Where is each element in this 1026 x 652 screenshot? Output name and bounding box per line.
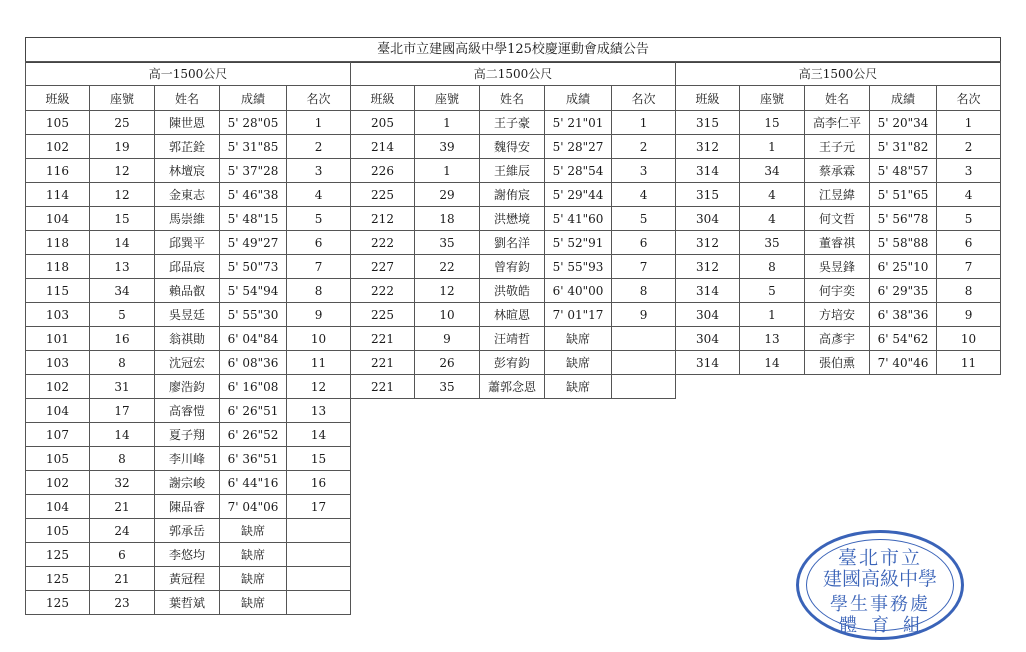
cell-time: 缺席 — [220, 519, 287, 543]
cell-seat: 14 — [90, 231, 155, 255]
cell-rank: 9 — [612, 303, 676, 327]
cell-seat: 17 — [90, 399, 155, 423]
cell-rank: 9 — [937, 303, 1001, 327]
table-row — [351, 327, 676, 351]
cell-time: 5' 54"94 — [220, 279, 287, 303]
cell-name: 汪靖哲 — [480, 327, 545, 351]
cell-class: 114 — [26, 183, 90, 207]
table-row — [351, 351, 676, 375]
cell-time: 缺席 — [220, 591, 287, 615]
cell-rank: 7 — [937, 255, 1001, 279]
table-row — [351, 183, 676, 207]
table-row — [676, 135, 1001, 159]
table-row — [26, 351, 351, 375]
cell-seat: 24 — [90, 519, 155, 543]
cell-name: 夏子翔 — [155, 423, 220, 447]
cell-rank: 8 — [937, 279, 1001, 303]
column-header-row — [351, 86, 676, 111]
cell-time: 6' 26"51 — [220, 399, 287, 423]
cell-name: 蕭郭念恩 — [480, 375, 545, 399]
cell-seat: 14 — [740, 351, 805, 375]
cell-name: 沈冠宏 — [155, 351, 220, 375]
office-seal-stamp — [796, 530, 964, 640]
cell-time: 6' 40"00 — [545, 279, 612, 303]
cell-class: 104 — [26, 399, 90, 423]
cell-time: 6' 04"84 — [220, 327, 287, 351]
table-row — [26, 375, 351, 399]
cell-class: 107 — [26, 423, 90, 447]
cell-seat: 25 — [90, 111, 155, 135]
cell-class: 105 — [26, 519, 90, 543]
table-row — [676, 327, 1001, 351]
table-row — [351, 111, 676, 135]
cell-seat: 4 — [740, 207, 805, 231]
cell-time: 5' 48"57 — [870, 159, 937, 183]
col-class: 班級 — [351, 86, 415, 111]
col-time: 成績 — [870, 86, 937, 111]
table-row — [351, 255, 676, 279]
cell-seat: 5 — [90, 303, 155, 327]
cell-name: 洪敬皓 — [480, 279, 545, 303]
cell-name: 金東志 — [155, 183, 220, 207]
results-notice — [25, 37, 1001, 63]
cell-name: 張伯熏 — [805, 351, 870, 375]
cell-seat: 1 — [415, 159, 480, 183]
cell-name: 林壇宸 — [155, 159, 220, 183]
results-table — [25, 61, 351, 615]
cell-rank: 6 — [937, 231, 1001, 255]
cell-rank: 2 — [287, 135, 351, 159]
cell-time: 5' 49"27 — [220, 231, 287, 255]
cell-class: 304 — [676, 327, 740, 351]
table-row — [676, 255, 1001, 279]
cell-class: 315 — [676, 183, 740, 207]
cell-seat: 21 — [90, 567, 155, 591]
cell-seat: 35 — [415, 231, 480, 255]
cell-class: 102 — [26, 135, 90, 159]
cell-rank: 13 — [287, 399, 351, 423]
cell-name: 郭承岳 — [155, 519, 220, 543]
cell-name: 何宇奕 — [805, 279, 870, 303]
cell-seat: 34 — [90, 279, 155, 303]
table-row — [26, 303, 351, 327]
cell-time: 5' 31"85 — [220, 135, 287, 159]
cell-name: 王子豪 — [480, 111, 545, 135]
cell-name: 吳昱廷 — [155, 303, 220, 327]
cell-rank: 4 — [287, 183, 351, 207]
cell-seat: 6 — [90, 543, 155, 567]
cell-seat: 12 — [90, 159, 155, 183]
cell-rank: 14 — [287, 423, 351, 447]
table-row — [26, 471, 351, 495]
cell-name: 葉哲斌 — [155, 591, 220, 615]
cell-seat: 21 — [90, 495, 155, 519]
cell-time: 7' 04"06 — [220, 495, 287, 519]
col-seat: 座號 — [415, 86, 480, 111]
cell-time: 6' 54"62 — [870, 327, 937, 351]
seal-line-2: 建國高級中學 — [822, 568, 937, 590]
cell-class: 115 — [26, 279, 90, 303]
cell-time: 缺席 — [545, 375, 612, 399]
cell-seat: 22 — [415, 255, 480, 279]
table-row — [26, 111, 351, 135]
cell-time: 5' 56"78 — [870, 207, 937, 231]
cell-name: 謝宗峻 — [155, 471, 220, 495]
cell-seat: 5 — [740, 279, 805, 303]
cell-name: 高睿愷 — [155, 399, 220, 423]
cell-seat: 1 — [740, 135, 805, 159]
cell-rank: 8 — [287, 279, 351, 303]
cell-class: 104 — [26, 207, 90, 231]
table-row — [351, 279, 676, 303]
cell-class: 105 — [26, 111, 90, 135]
cell-name: 曾宥鈞 — [480, 255, 545, 279]
cell-class: 227 — [351, 255, 415, 279]
cell-time: 5' 29"44 — [545, 183, 612, 207]
cell-name: 魏得安 — [480, 135, 545, 159]
cell-time: 缺席 — [545, 327, 612, 351]
cell-class: 312 — [676, 231, 740, 255]
cell-rank: 16 — [287, 471, 351, 495]
cell-class: 125 — [26, 567, 90, 591]
table-row — [26, 207, 351, 231]
table-row — [676, 159, 1001, 183]
table-row — [26, 591, 351, 615]
cell-rank: 7 — [612, 255, 676, 279]
section-grade-3 — [675, 61, 1001, 375]
cell-name: 劉名洋 — [480, 231, 545, 255]
table-row — [676, 351, 1001, 375]
cell-seat: 26 — [415, 351, 480, 375]
cell-class: 104 — [26, 495, 90, 519]
cell-class: 205 — [351, 111, 415, 135]
cell-class: 304 — [676, 207, 740, 231]
cell-seat: 32 — [90, 471, 155, 495]
cell-name: 邱巽平 — [155, 231, 220, 255]
cell-rank: 5 — [287, 207, 351, 231]
cell-name: 黃冠程 — [155, 567, 220, 591]
cell-rank: 7 — [287, 255, 351, 279]
section-grade-1 — [25, 61, 351, 615]
seal-line-1: 臺北市立 — [837, 547, 922, 569]
cell-time: 6' 44"16 — [220, 471, 287, 495]
cell-rank: 4 — [612, 183, 676, 207]
col-seat: 座號 — [740, 86, 805, 111]
cell-class: 101 — [26, 327, 90, 351]
seal-line-4: 體育組 — [839, 615, 935, 636]
cell-name: 廖浩鈞 — [155, 375, 220, 399]
table-row — [26, 519, 351, 543]
cell-seat: 10 — [415, 303, 480, 327]
cell-rank: 6 — [612, 231, 676, 255]
cell-class: 102 — [26, 471, 90, 495]
cell-rank: 2 — [612, 135, 676, 159]
table-row — [351, 207, 676, 231]
col-time: 成績 — [545, 86, 612, 111]
column-header-row — [26, 86, 351, 111]
cell-seat: 31 — [90, 375, 155, 399]
cell-rank: 4 — [937, 183, 1001, 207]
cell-seat: 39 — [415, 135, 480, 159]
cell-name: 郭芷銓 — [155, 135, 220, 159]
col-rank: 名次 — [937, 86, 1001, 111]
col-rank: 名次 — [612, 86, 676, 111]
cell-time: 7' 01"17 — [545, 303, 612, 327]
cell-rank: 6 — [287, 231, 351, 255]
table-row — [26, 423, 351, 447]
cell-time: 缺席 — [220, 543, 287, 567]
cell-seat: 13 — [740, 327, 805, 351]
cell-class: 225 — [351, 303, 415, 327]
cell-time: 缺席 — [220, 567, 287, 591]
cell-time: 7' 40"46 — [870, 351, 937, 375]
cell-seat: 34 — [740, 159, 805, 183]
cell-rank: 1 — [937, 111, 1001, 135]
cell-class: 225 — [351, 183, 415, 207]
table-row — [676, 303, 1001, 327]
cell-time: 5' 31"82 — [870, 135, 937, 159]
col-class: 班級 — [676, 86, 740, 111]
cell-class: 221 — [351, 351, 415, 375]
table-row — [351, 135, 676, 159]
cell-class: 226 — [351, 159, 415, 183]
cell-seat: 18 — [415, 207, 480, 231]
cell-time: 6' 36"51 — [220, 447, 287, 471]
cell-rank: 3 — [937, 159, 1001, 183]
cell-rank: 5 — [937, 207, 1001, 231]
cell-rank: 2 — [937, 135, 1001, 159]
cell-class: 314 — [676, 159, 740, 183]
col-time: 成績 — [220, 86, 287, 111]
results-table — [675, 61, 1001, 375]
table-row — [26, 399, 351, 423]
cell-class: 118 — [26, 231, 90, 255]
cell-name: 李川峰 — [155, 447, 220, 471]
cell-name: 謝侑宸 — [480, 183, 545, 207]
table-row — [26, 543, 351, 567]
cell-time: 5' 48"15 — [220, 207, 287, 231]
cell-class: 125 — [26, 543, 90, 567]
cell-class: 222 — [351, 231, 415, 255]
cell-name: 高李仁平 — [805, 111, 870, 135]
cell-time: 5' 50"73 — [220, 255, 287, 279]
col-name: 姓名 — [805, 86, 870, 111]
cell-rank: 10 — [937, 327, 1001, 351]
col-seat: 座號 — [90, 86, 155, 111]
cell-time: 5' 28"05 — [220, 111, 287, 135]
cell-seat: 15 — [740, 111, 805, 135]
cell-rank: 3 — [612, 159, 676, 183]
cell-rank — [612, 351, 676, 375]
cell-seat: 8 — [90, 351, 155, 375]
cell-seat: 8 — [740, 255, 805, 279]
cell-rank — [287, 567, 351, 591]
cell-name: 王維辰 — [480, 159, 545, 183]
cell-name: 洪懋境 — [480, 207, 545, 231]
results-table — [350, 61, 676, 399]
cell-time: 5' 20"34 — [870, 111, 937, 135]
cell-name: 陳品睿 — [155, 495, 220, 519]
cell-rank: 12 — [287, 375, 351, 399]
cell-name: 陳世恩 — [155, 111, 220, 135]
cell-seat: 35 — [415, 375, 480, 399]
table-row — [26, 567, 351, 591]
cell-name: 馬崇維 — [155, 207, 220, 231]
cell-time: 6' 16"08 — [220, 375, 287, 399]
cell-rank — [287, 519, 351, 543]
cell-class: 103 — [26, 351, 90, 375]
cell-name: 彭宥鈞 — [480, 351, 545, 375]
table-row — [676, 231, 1001, 255]
cell-rank: 17 — [287, 495, 351, 519]
cell-seat: 1 — [740, 303, 805, 327]
col-name: 姓名 — [155, 86, 220, 111]
cell-class: 314 — [676, 279, 740, 303]
cell-rank: 15 — [287, 447, 351, 471]
cell-time: 5' 52"91 — [545, 231, 612, 255]
cell-rank — [287, 543, 351, 567]
cell-seat: 14 — [90, 423, 155, 447]
cell-time: 缺席 — [545, 351, 612, 375]
table-row — [351, 159, 676, 183]
cell-time: 6' 29"35 — [870, 279, 937, 303]
section-grade-2 — [350, 61, 676, 399]
cell-rank — [612, 375, 676, 399]
cell-time: 6' 08"36 — [220, 351, 287, 375]
table-row — [351, 231, 676, 255]
cell-rank: 8 — [612, 279, 676, 303]
cell-class: 314 — [676, 351, 740, 375]
cell-time: 5' 28"27 — [545, 135, 612, 159]
cell-name: 林暄恩 — [480, 303, 545, 327]
cell-class: 102 — [26, 375, 90, 399]
cell-class: 214 — [351, 135, 415, 159]
cell-seat: 35 — [740, 231, 805, 255]
cell-name: 方培安 — [805, 303, 870, 327]
table-row — [351, 375, 676, 399]
cell-rank: 11 — [287, 351, 351, 375]
table-row — [26, 495, 351, 519]
cell-class: 125 — [26, 591, 90, 615]
cell-seat: 29 — [415, 183, 480, 207]
cell-name: 賴品叡 — [155, 279, 220, 303]
table-row — [26, 327, 351, 351]
cell-rank: 1 — [612, 111, 676, 135]
seal-line-3: 學生事務處 — [830, 594, 930, 615]
cell-seat: 12 — [415, 279, 480, 303]
cell-name: 蔡承霖 — [805, 159, 870, 183]
cell-seat: 16 — [90, 327, 155, 351]
table-row — [26, 279, 351, 303]
cell-class: 103 — [26, 303, 90, 327]
cell-time: 6' 25"10 — [870, 255, 937, 279]
cell-time: 5' 55"30 — [220, 303, 287, 327]
column-header-row — [676, 86, 1001, 111]
col-rank: 名次 — [287, 86, 351, 111]
cell-seat: 15 — [90, 207, 155, 231]
cell-time: 6' 26"52 — [220, 423, 287, 447]
cell-name: 江昱緯 — [805, 183, 870, 207]
cell-name: 邱品宸 — [155, 255, 220, 279]
cell-class: 105 — [26, 447, 90, 471]
table-row — [26, 135, 351, 159]
table-row — [26, 255, 351, 279]
section-heading: 高三1500公尺 — [676, 62, 1001, 86]
cell-seat: 13 — [90, 255, 155, 279]
cell-seat: 12 — [90, 183, 155, 207]
table-row — [676, 207, 1001, 231]
table-row — [676, 279, 1001, 303]
cell-name: 翁祺勛 — [155, 327, 220, 351]
cell-class: 304 — [676, 303, 740, 327]
cell-rank: 10 — [287, 327, 351, 351]
page-title: 臺北市立建國高級中學125校慶運動會成績公告 — [26, 38, 1000, 63]
cell-time: 5' 51"65 — [870, 183, 937, 207]
table-row — [26, 231, 351, 255]
cell-name: 李悠均 — [155, 543, 220, 567]
cell-name: 高彥宇 — [805, 327, 870, 351]
cell-name: 王子元 — [805, 135, 870, 159]
cell-seat: 9 — [415, 327, 480, 351]
cell-class: 118 — [26, 255, 90, 279]
table-row — [26, 159, 351, 183]
cell-seat: 4 — [740, 183, 805, 207]
table-row — [676, 183, 1001, 207]
cell-time: 5' 55"93 — [545, 255, 612, 279]
col-class: 班級 — [26, 86, 90, 111]
cell-class: 221 — [351, 375, 415, 399]
cell-time: 5' 37"28 — [220, 159, 287, 183]
cell-rank — [612, 327, 676, 351]
cell-seat: 19 — [90, 135, 155, 159]
cell-time: 5' 58"88 — [870, 231, 937, 255]
cell-class: 221 — [351, 327, 415, 351]
cell-class: 212 — [351, 207, 415, 231]
cell-class: 312 — [676, 255, 740, 279]
cell-seat: 1 — [415, 111, 480, 135]
cell-class: 315 — [676, 111, 740, 135]
cell-name: 何文哲 — [805, 207, 870, 231]
cell-rank: 3 — [287, 159, 351, 183]
table-row — [676, 111, 1001, 135]
table-row — [26, 447, 351, 471]
cell-time: 6' 38"36 — [870, 303, 937, 327]
cell-class: 116 — [26, 159, 90, 183]
cell-class: 312 — [676, 135, 740, 159]
cell-rank — [287, 591, 351, 615]
cell-time: 5' 21"01 — [545, 111, 612, 135]
cell-class: 222 — [351, 279, 415, 303]
cell-time: 5' 41"60 — [545, 207, 612, 231]
cell-rank: 5 — [612, 207, 676, 231]
cell-seat: 8 — [90, 447, 155, 471]
cell-time: 5' 46"38 — [220, 183, 287, 207]
cell-seat: 23 — [90, 591, 155, 615]
cell-name: 吳昱鋒 — [805, 255, 870, 279]
cell-rank: 9 — [287, 303, 351, 327]
table-row — [351, 303, 676, 327]
table-row — [26, 183, 351, 207]
cell-time: 5' 28"54 — [545, 159, 612, 183]
section-heading: 高二1500公尺 — [351, 62, 676, 86]
col-name: 姓名 — [480, 86, 545, 111]
section-heading: 高一1500公尺 — [26, 62, 351, 86]
cell-rank: 1 — [287, 111, 351, 135]
cell-rank: 11 — [937, 351, 1001, 375]
cell-name: 董睿祺 — [805, 231, 870, 255]
